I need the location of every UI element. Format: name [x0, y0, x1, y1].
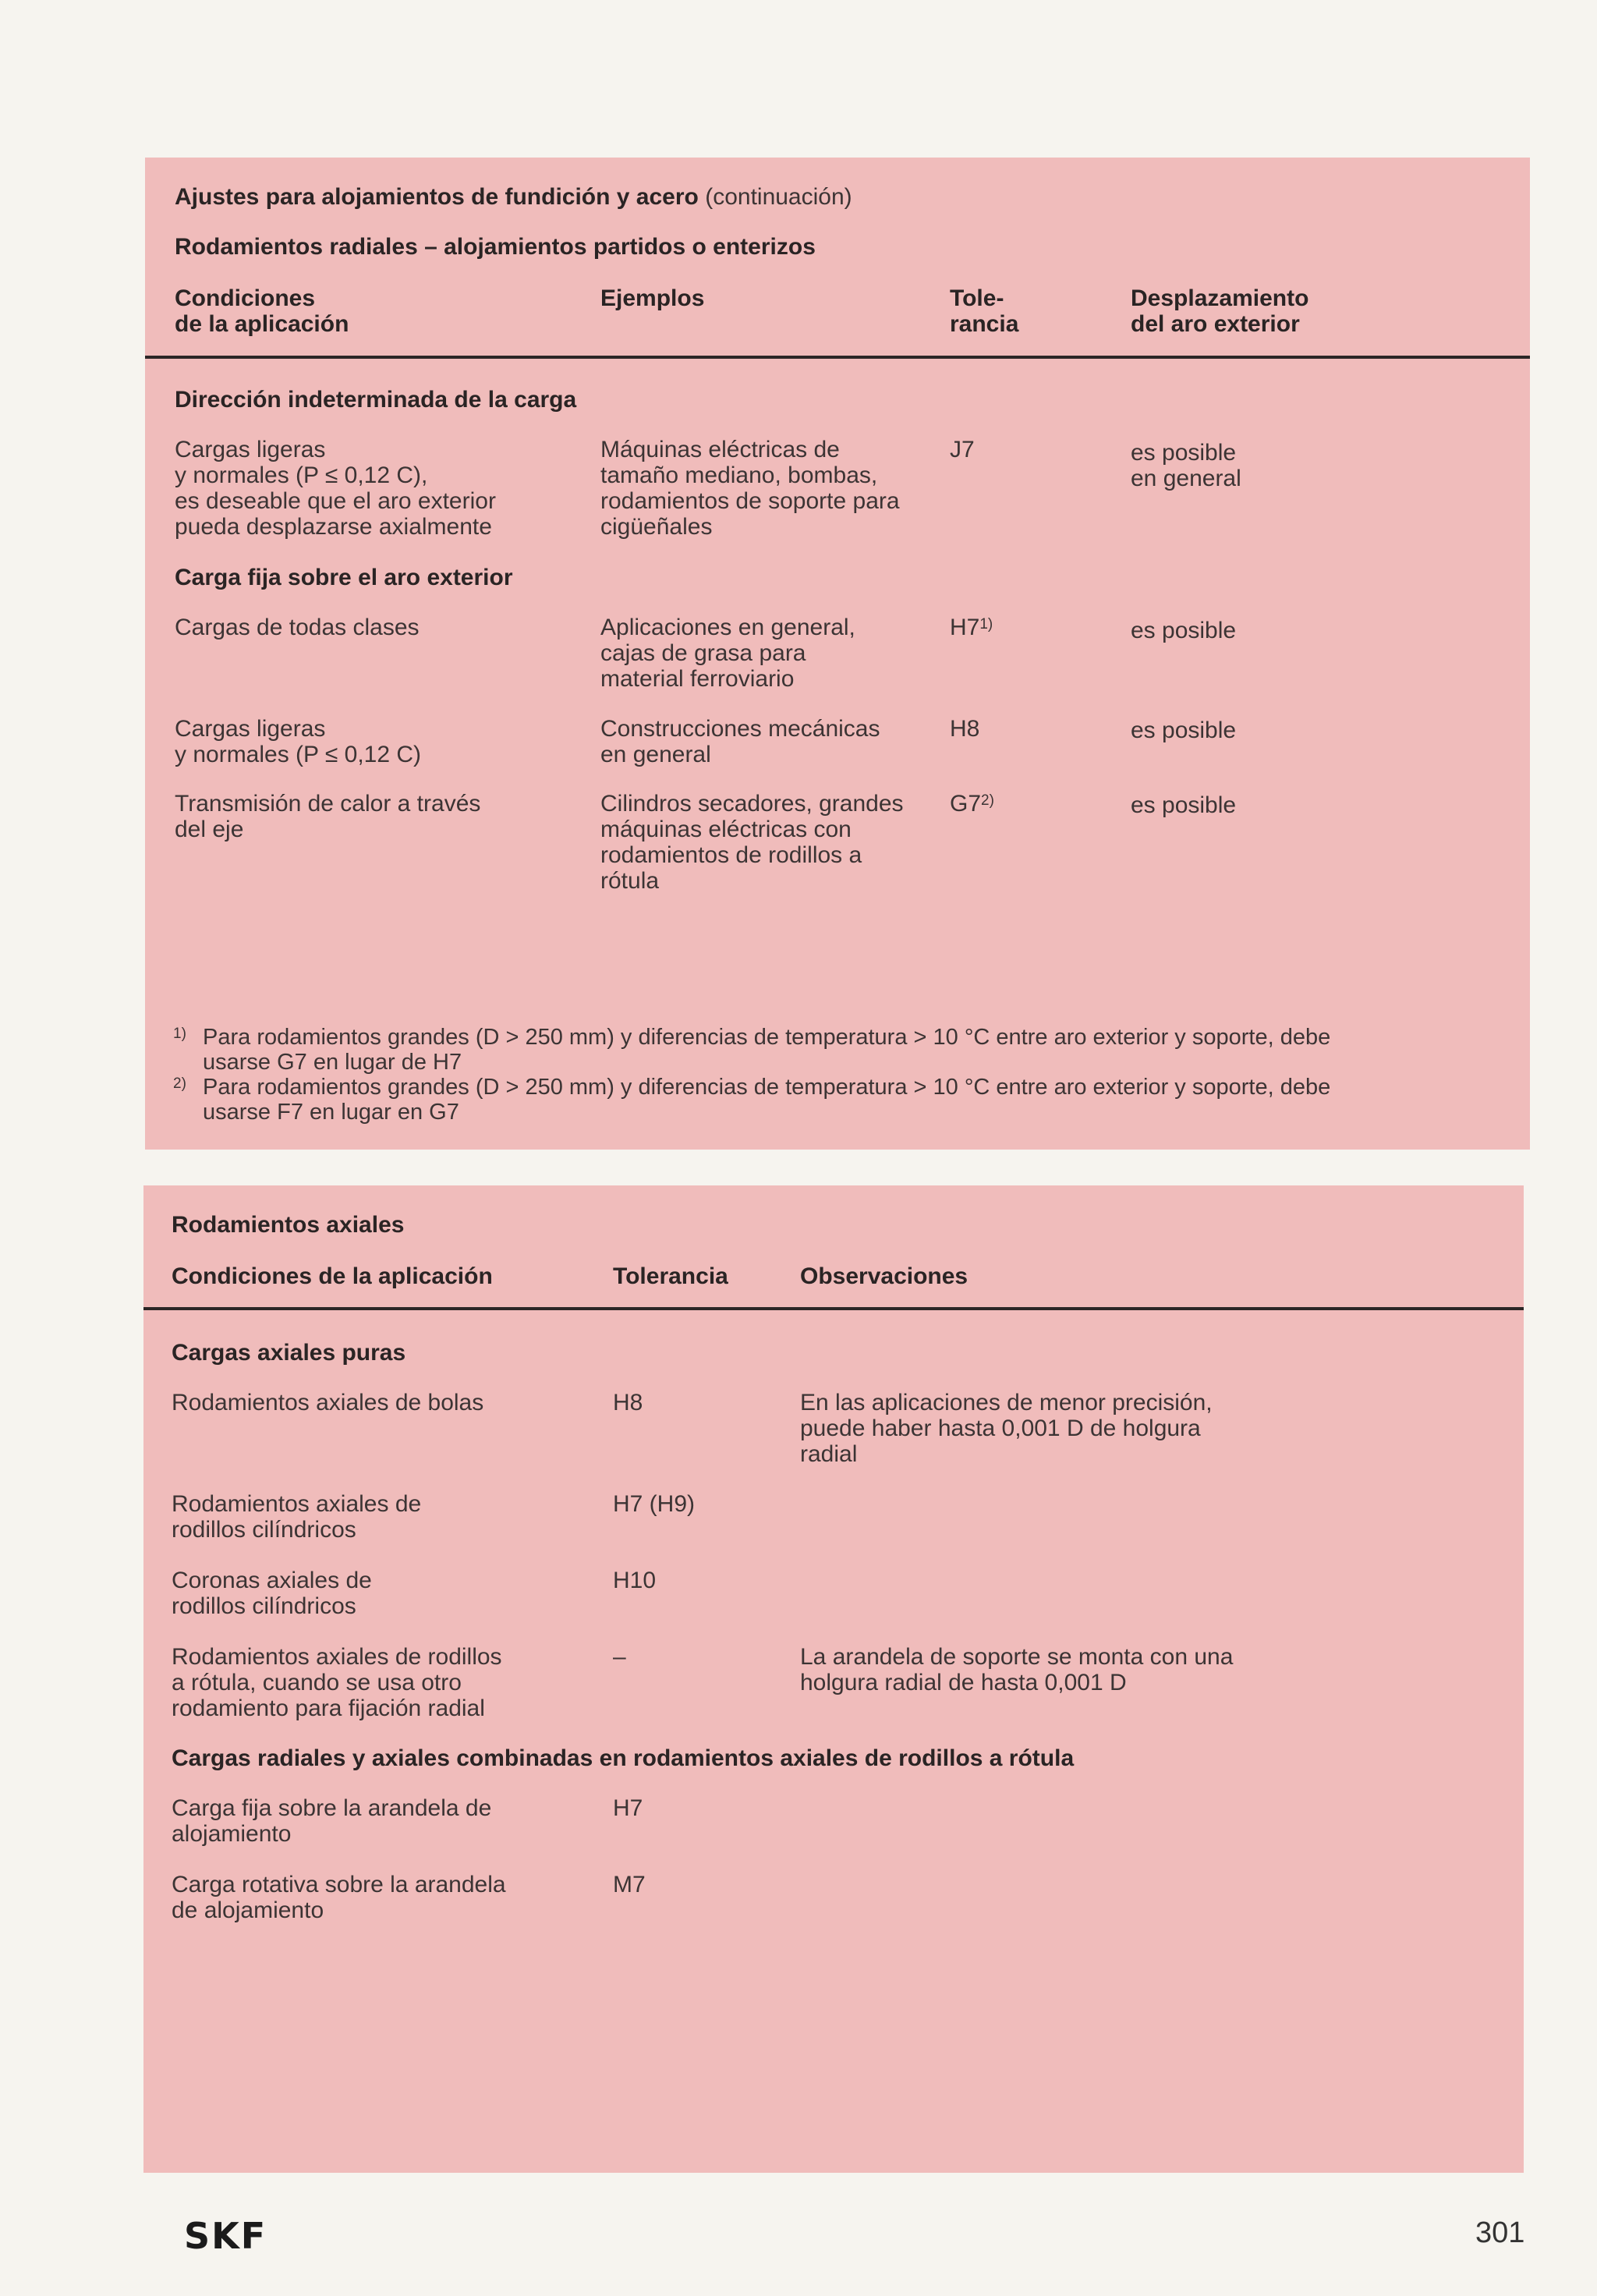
table-row-tolerance: H7$^{1)}$ [950, 615, 993, 640]
table-row-conditions: Cargas ligeras y normales (P ≤ 0,12 C) [175, 716, 422, 767]
table-title: Ajustes para alojamientos de fundición y acero (continuación) [175, 184, 852, 210]
table-row-displacement: es posible en general [1131, 440, 1241, 491]
table-row-conditions: Rodamientos axiales de rodillos a rótula, cuando se usa otro rodamiento para fijación radial [172, 1644, 502, 1721]
header-examples: Ejemplos [600, 285, 705, 311]
table-row-observations: La arandela de soporte se monta con una holgura radial de hasta 0,001 D [800, 1644, 1234, 1695]
table-row-examples: Máquinas eléctricas de tamaño mediano, bombas, rodamientos de soporte para cigüeñales [600, 437, 900, 540]
table-row-conditions: Carga fija sobre la arandela de alojamiento [172, 1795, 492, 1847]
table-row-examples: Aplicaciones en general, cajas de grasa para material ferroviario [600, 615, 855, 692]
header-rule [143, 1307, 1524, 1310]
table-row-conditions: Cargas de todas clases [175, 615, 420, 640]
section-heading: Carga fija sobre el aro exterior [175, 565, 513, 590]
radial-bearings-table-panel [145, 158, 1530, 1150]
table-row-displacement: es posible [1131, 618, 1237, 643]
table-row-displacement: es posible [1131, 792, 1237, 818]
table-row-conditions: Rodamientos axiales de rodillos cilíndricos [172, 1491, 422, 1543]
section-heading: Cargas radiales y axiales combinadas en rodamientos axiales de rodillos a rótula [172, 1745, 1075, 1771]
table-row-conditions: Coronas axiales de rodillos cilíndricos [172, 1568, 372, 1619]
header-tolerance: Tole- rancia [950, 285, 1019, 337]
table-row-conditions: Carga rotativa sobre la arandela de alojamiento [172, 1872, 506, 1923]
table-row-tolerance: H7 (H9) [613, 1491, 696, 1517]
header-displacement: Desplazamiento del aro exterior [1131, 285, 1309, 337]
table-row-tolerance: H7 [613, 1795, 643, 1821]
table-row-tolerance: G7$^{2)}$ [950, 791, 994, 817]
axial-bearings-table-panel [143, 1185, 1524, 2173]
table-title: Rodamientos axiales [172, 1212, 405, 1238]
table-row-examples: Construcciones mecánicas en general [600, 716, 880, 767]
section-heading: Cargas axiales puras [172, 1340, 406, 1366]
table-row-tolerance: J7 [950, 437, 975, 462]
table-row-displacement: es posible [1131, 718, 1237, 743]
table-row-conditions: Cargas ligeras y normales (P ≤ 0,12 C), es deseable que el aro exterior pueda desplazarse axialmente [175, 437, 496, 540]
table-row-tolerance: H8 [950, 716, 980, 742]
footnote: 2) Para rodamientos grandes (D > 250 mm) y diferencias de temperatura > 10 °C entre aro exterior y soporte, debe usarse F7 en lugar en G7 [173, 1075, 1331, 1125]
table-subtitle: Rodamientos radiales – alojamientos partidos o enterizos [175, 234, 816, 260]
skf-logo: SKF [184, 2215, 267, 2257]
table-row-observations: En las aplicaciones de menor precisión, puede haber hasta 0,001 D de holgura radial [800, 1390, 1213, 1467]
table-row-tolerance: H8 [613, 1390, 643, 1416]
header-rule [145, 356, 1530, 359]
footnote: 1) Para rodamientos grandes (D > 250 mm) y diferencias de temperatura > 10 °C entre aro exterior y soporte, debe usarse G7 en lugar de H7 [173, 1025, 1331, 1075]
page-number: 301 [1475, 2216, 1525, 2249]
header-conditions: Condiciones de la aplicación [172, 1263, 493, 1289]
table-row-tolerance: – [613, 1644, 626, 1670]
table-row-tolerance: M7 [613, 1872, 646, 1897]
header-tolerance: Tolerancia [613, 1263, 728, 1289]
table-row-tolerance: H10 [613, 1568, 657, 1593]
table-row-examples: Cilindros secadores, grandes máquinas eléctricas con rodamientos de rodillos a rótula [600, 791, 904, 894]
table-row-conditions: Transmisión de calor a través del eje [175, 791, 481, 842]
header-conditions: Condiciones de la aplicación [175, 285, 349, 337]
header-observations: Observaciones [800, 1263, 968, 1289]
table-row-conditions: Rodamientos axiales de bolas [172, 1390, 484, 1416]
section-heading: Dirección indeterminada de la carga [175, 387, 577, 413]
